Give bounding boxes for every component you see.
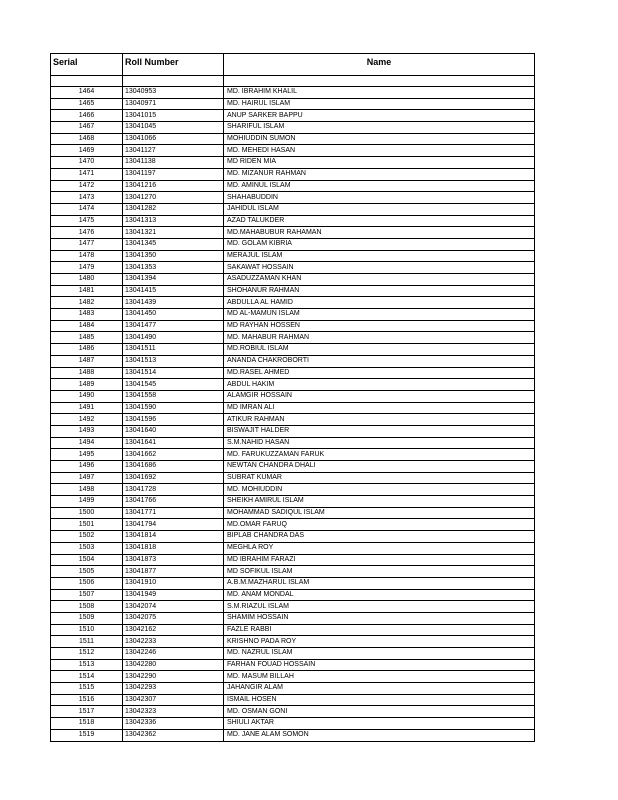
serial-cell: 1497 — [51, 472, 123, 484]
spacer-cell — [51, 76, 123, 87]
table-row — [51, 297, 535, 309]
name-cell: SHEIKH AMIRUL ISLAM — [224, 496, 535, 508]
table-row — [51, 274, 535, 286]
roll-number-cell: 13042280 — [123, 659, 224, 671]
roll-number-cell: 13041353 — [123, 262, 224, 274]
name-cell: ATIKUR RAHMAN — [224, 414, 535, 426]
table-header-row — [51, 54, 535, 76]
roll-number-cell: 13041350 — [123, 250, 224, 262]
name-cell: NEWTAN CHANDRA DHALI — [224, 461, 535, 473]
table-row — [51, 180, 535, 192]
serial-cell: 1513 — [51, 659, 123, 671]
table-row — [51, 496, 535, 508]
name-cell: FAZLE RABBI — [224, 624, 535, 636]
roll-number-cell: 13042293 — [123, 683, 224, 695]
name-cell: SHAHABUDDIN — [224, 192, 535, 204]
roll-number-cell: 13041545 — [123, 379, 224, 391]
serial-cell: 1493 — [51, 425, 123, 437]
table-row — [51, 706, 535, 718]
serial-cell: 1500 — [51, 507, 123, 519]
serial-cell: 1516 — [51, 694, 123, 706]
name-cell: MD.OMAR FARUQ — [224, 519, 535, 531]
serial-cell: 1486 — [51, 344, 123, 356]
table-row — [51, 133, 535, 145]
name-cell: JAHANGIR ALAM — [224, 683, 535, 695]
table-row — [51, 718, 535, 730]
serial-cell: 1487 — [51, 355, 123, 367]
table-row — [51, 601, 535, 613]
table-row — [51, 648, 535, 660]
table-row — [51, 484, 535, 496]
table-spacer-row — [51, 76, 535, 87]
serial-cell: 1482 — [51, 297, 123, 309]
serial-cell: 1494 — [51, 437, 123, 449]
roll-number-cell: 13041766 — [123, 496, 224, 508]
name-cell: MD SOFIKUL ISLAM — [224, 566, 535, 578]
serial-cell: 1484 — [51, 320, 123, 332]
roll-number-cell: 13041692 — [123, 472, 224, 484]
table-row — [51, 671, 535, 683]
name-cell: BISWAJIT HALDER — [224, 425, 535, 437]
table-row — [51, 379, 535, 391]
roll-number-cell: 13041596 — [123, 414, 224, 426]
roll-number-cell: 13041138 — [123, 157, 224, 169]
name-cell: SHIULI AKTAR — [224, 718, 535, 730]
serial-cell: 1483 — [51, 309, 123, 321]
serial-cell: 1468 — [51, 133, 123, 145]
serial-cell: 1480 — [51, 274, 123, 286]
table-row — [51, 729, 535, 741]
name-cell: ASADUZZAMAN KHAN — [224, 274, 535, 286]
roll-number-cell: 13041015 — [123, 110, 224, 122]
serial-cell: 1467 — [51, 122, 123, 134]
name-cell: ANANDA CHAKROBORTI — [224, 355, 535, 367]
name-cell: MERAJUL ISLAM — [224, 250, 535, 262]
table-row — [51, 554, 535, 566]
serial-cell: 1519 — [51, 729, 123, 741]
table-row — [51, 122, 535, 134]
roll-number-cell: 13040953 — [123, 87, 224, 99]
serial-cell: 1498 — [51, 484, 123, 496]
name-cell: MD. NAZRUL ISLAM — [224, 648, 535, 660]
table-row — [51, 215, 535, 227]
name-cell: JAHIDUL ISLAM — [224, 203, 535, 215]
roll-number-cell: 13041910 — [123, 577, 224, 589]
table-row — [51, 250, 535, 262]
serial-cell: 1474 — [51, 203, 123, 215]
name-cell: MD IMRAN ALI — [224, 402, 535, 414]
serial-cell: 1464 — [51, 87, 123, 99]
table-row — [51, 309, 535, 321]
roll-number-cell: 13041313 — [123, 215, 224, 227]
name-cell: MD. GOLAM KIBRIA — [224, 238, 535, 250]
table-row — [51, 227, 535, 239]
spacer-cell — [123, 76, 224, 87]
serial-cell: 1479 — [51, 262, 123, 274]
serial-cell: 1481 — [51, 285, 123, 297]
name-cell: ISMAIL HOSEN — [224, 694, 535, 706]
table-row — [51, 262, 535, 274]
serial-cell: 1490 — [51, 390, 123, 402]
roll-number-cell: 13040971 — [123, 98, 224, 110]
name-cell: MOHAMMAD SADIQUL ISLAM — [224, 507, 535, 519]
name-cell: MD.ROBIUL ISLAM — [224, 344, 535, 356]
name-cell: MD IBRAHIM FARAZI — [224, 554, 535, 566]
serial-cell: 1469 — [51, 145, 123, 157]
table-body — [51, 76, 535, 742]
name-cell: MD AL-MAMUN ISLAM — [224, 309, 535, 321]
table-row — [51, 624, 535, 636]
table-row — [51, 355, 535, 367]
name-cell: MD.RASEL AHMED — [224, 367, 535, 379]
roll-number-cell: 13041415 — [123, 285, 224, 297]
roll-number-cell: 13041045 — [123, 122, 224, 134]
table-row — [51, 87, 535, 99]
serial-cell: 1504 — [51, 554, 123, 566]
table-row — [51, 203, 535, 215]
name-cell: MD. FARUKUZZAMAN FARUK — [224, 449, 535, 461]
serial-cell: 1518 — [51, 718, 123, 730]
serial-cell: 1502 — [51, 531, 123, 543]
table-row — [51, 168, 535, 180]
roll-number-cell: 13041282 — [123, 203, 224, 215]
table-row — [51, 542, 535, 554]
table-row — [51, 145, 535, 157]
name-cell: MD.MAHABUBUR RAHAMAN — [224, 227, 535, 239]
results-table — [50, 53, 535, 742]
table-row — [51, 612, 535, 624]
roll-number-cell: 13041794 — [123, 519, 224, 531]
serial-cell: 1470 — [51, 157, 123, 169]
roll-number-cell: 13042336 — [123, 718, 224, 730]
name-cell: ANUP SARKER BAPPU — [224, 110, 535, 122]
table-row — [51, 683, 535, 695]
roll-number-cell: 13041394 — [123, 274, 224, 286]
name-cell: MD. MOHIUDDIN — [224, 484, 535, 496]
roll-number-cell: 13041513 — [123, 355, 224, 367]
table-row — [51, 507, 535, 519]
name-cell: MD. HAIRUL ISLAM — [224, 98, 535, 110]
serial-cell: 1501 — [51, 519, 123, 531]
table-row — [51, 589, 535, 601]
serial-cell: 1505 — [51, 566, 123, 578]
roll-number-cell: 13042362 — [123, 729, 224, 741]
roll-number-cell: 13041477 — [123, 320, 224, 332]
name-cell: BIPLAB CHANDRA DAS — [224, 531, 535, 543]
name-cell: MD. MAHABUR RAHMAN — [224, 332, 535, 344]
roll-number-cell: 13041345 — [123, 238, 224, 250]
roll-number-cell: 13041066 — [123, 133, 224, 145]
name-cell: MEGHLA ROY — [224, 542, 535, 554]
name-cell: MD. MEHEDI HASAN — [224, 145, 535, 157]
serial-cell: 1488 — [51, 367, 123, 379]
spacer-cell — [224, 76, 535, 87]
name-cell: MOHIUDDIN SUMON — [224, 133, 535, 145]
table-row — [51, 694, 535, 706]
roll-number-cell: 13041490 — [123, 332, 224, 344]
name-cell: SHAMIM HOSSAIN — [224, 612, 535, 624]
name-cell: S.M.NAHID HASAN — [224, 437, 535, 449]
name-cell: ABDUL HAKIM — [224, 379, 535, 391]
table-row — [51, 449, 535, 461]
roll-number-cell: 13041949 — [123, 589, 224, 601]
table-row — [51, 425, 535, 437]
roll-number-cell: 13042307 — [123, 694, 224, 706]
table-row — [51, 320, 535, 332]
serial-cell: 1478 — [51, 250, 123, 262]
roll-number-cell: 13041514 — [123, 367, 224, 379]
roll-number-cell: 13041558 — [123, 390, 224, 402]
serial-cell: 1507 — [51, 589, 123, 601]
roll-number-cell: 13042246 — [123, 648, 224, 660]
name-cell: ABDULLA AL HAMID — [224, 297, 535, 309]
roll-number-cell: 13041641 — [123, 437, 224, 449]
serial-cell: 1511 — [51, 636, 123, 648]
name-cell: MD. JANE ALAM SOMON — [224, 729, 535, 741]
serial-cell: 1508 — [51, 601, 123, 613]
roll-number-cell: 13041640 — [123, 425, 224, 437]
roll-number-cell: 13042290 — [123, 671, 224, 683]
roll-number-cell: 13041873 — [123, 554, 224, 566]
table-row — [51, 390, 535, 402]
roll-number-cell: 13041662 — [123, 449, 224, 461]
table-row — [51, 367, 535, 379]
roll-number-cell: 13041450 — [123, 309, 224, 321]
serial-cell: 1499 — [51, 496, 123, 508]
header-serial: Serial — [51, 54, 123, 76]
name-cell: ALAMGIR HOSSAIN — [224, 390, 535, 402]
header-name: Name — [224, 54, 535, 76]
serial-cell: 1495 — [51, 449, 123, 461]
serial-cell: 1475 — [51, 215, 123, 227]
roll-number-cell: 13041321 — [123, 227, 224, 239]
roll-number-cell: 13041511 — [123, 344, 224, 356]
table-row — [51, 472, 535, 484]
roll-number-cell: 13042323 — [123, 706, 224, 718]
name-cell: MD RAYHAN HOSSEN — [224, 320, 535, 332]
table-row — [51, 437, 535, 449]
serial-cell: 1466 — [51, 110, 123, 122]
table-row — [51, 461, 535, 473]
serial-cell: 1510 — [51, 624, 123, 636]
serial-cell: 1491 — [51, 402, 123, 414]
table-row — [51, 285, 535, 297]
name-cell: A.B.M.MAZHARUL ISLAM — [224, 577, 535, 589]
table-row — [51, 636, 535, 648]
table-row — [51, 402, 535, 414]
table-row — [51, 344, 535, 356]
name-cell: SAKAWAT HOSSAIN — [224, 262, 535, 274]
roll-number-cell: 13041728 — [123, 484, 224, 496]
name-cell: MD. AMINUL ISLAM — [224, 180, 535, 192]
roll-number-cell: 13041197 — [123, 168, 224, 180]
table-row — [51, 110, 535, 122]
name-cell: MD. MASUM BILLAH — [224, 671, 535, 683]
roll-number-cell: 13041439 — [123, 297, 224, 309]
name-cell: MD. IBRAHIM KHALIL — [224, 87, 535, 99]
roll-number-cell: 13041590 — [123, 402, 224, 414]
serial-cell: 1471 — [51, 168, 123, 180]
roll-number-cell: 13041216 — [123, 180, 224, 192]
name-cell: MD RIDEN MIA — [224, 157, 535, 169]
name-cell: SHOHANUR RAHMAN — [224, 285, 535, 297]
serial-cell: 1472 — [51, 180, 123, 192]
table-row — [51, 414, 535, 426]
name-cell: FARHAN FOUAD HOSSAIN — [224, 659, 535, 671]
table-row — [51, 238, 535, 250]
name-cell: AZAD TALUKDER — [224, 215, 535, 227]
serial-cell: 1485 — [51, 332, 123, 344]
table-row — [51, 157, 535, 169]
table-row — [51, 659, 535, 671]
serial-cell: 1515 — [51, 683, 123, 695]
roll-number-cell: 13041877 — [123, 566, 224, 578]
roll-number-cell: 13042074 — [123, 601, 224, 613]
name-cell: SUBRAT KUMAR — [224, 472, 535, 484]
roll-number-cell: 13041771 — [123, 507, 224, 519]
header-roll-number: Roll Number — [123, 54, 224, 76]
serial-cell: 1506 — [51, 577, 123, 589]
name-cell: S.M.RIAZUL ISLAM — [224, 601, 535, 613]
roll-number-cell: 13041818 — [123, 542, 224, 554]
table-row — [51, 332, 535, 344]
table-row — [51, 577, 535, 589]
name-cell: SHARIFUL ISLAM — [224, 122, 535, 134]
serial-cell: 1517 — [51, 706, 123, 718]
serial-cell: 1465 — [51, 98, 123, 110]
serial-cell: 1492 — [51, 414, 123, 426]
serial-cell: 1489 — [51, 379, 123, 391]
serial-cell: 1476 — [51, 227, 123, 239]
name-cell: MD. ANAM MONDAL — [224, 589, 535, 601]
name-cell: KRISHNO PADA ROY — [224, 636, 535, 648]
roll-number-cell: 13042162 — [123, 624, 224, 636]
name-cell: MD. OSMAN GONI — [224, 706, 535, 718]
name-cell: MD. MIZANUR RAHMAN — [224, 168, 535, 180]
roll-number-cell: 13041814 — [123, 531, 224, 543]
roll-number-cell: 13042233 — [123, 636, 224, 648]
serial-cell: 1509 — [51, 612, 123, 624]
serial-cell: 1512 — [51, 648, 123, 660]
table-row — [51, 531, 535, 543]
serial-cell: 1496 — [51, 461, 123, 473]
serial-cell: 1503 — [51, 542, 123, 554]
serial-cell: 1514 — [51, 671, 123, 683]
table-row — [51, 519, 535, 531]
roll-number-cell: 13041127 — [123, 145, 224, 157]
serial-cell: 1473 — [51, 192, 123, 204]
roll-number-cell: 13041270 — [123, 192, 224, 204]
serial-cell: 1477 — [51, 238, 123, 250]
table-row — [51, 98, 535, 110]
table-row — [51, 192, 535, 204]
roll-number-cell: 13042075 — [123, 612, 224, 624]
table-row — [51, 566, 535, 578]
roll-number-cell: 13041686 — [123, 461, 224, 473]
